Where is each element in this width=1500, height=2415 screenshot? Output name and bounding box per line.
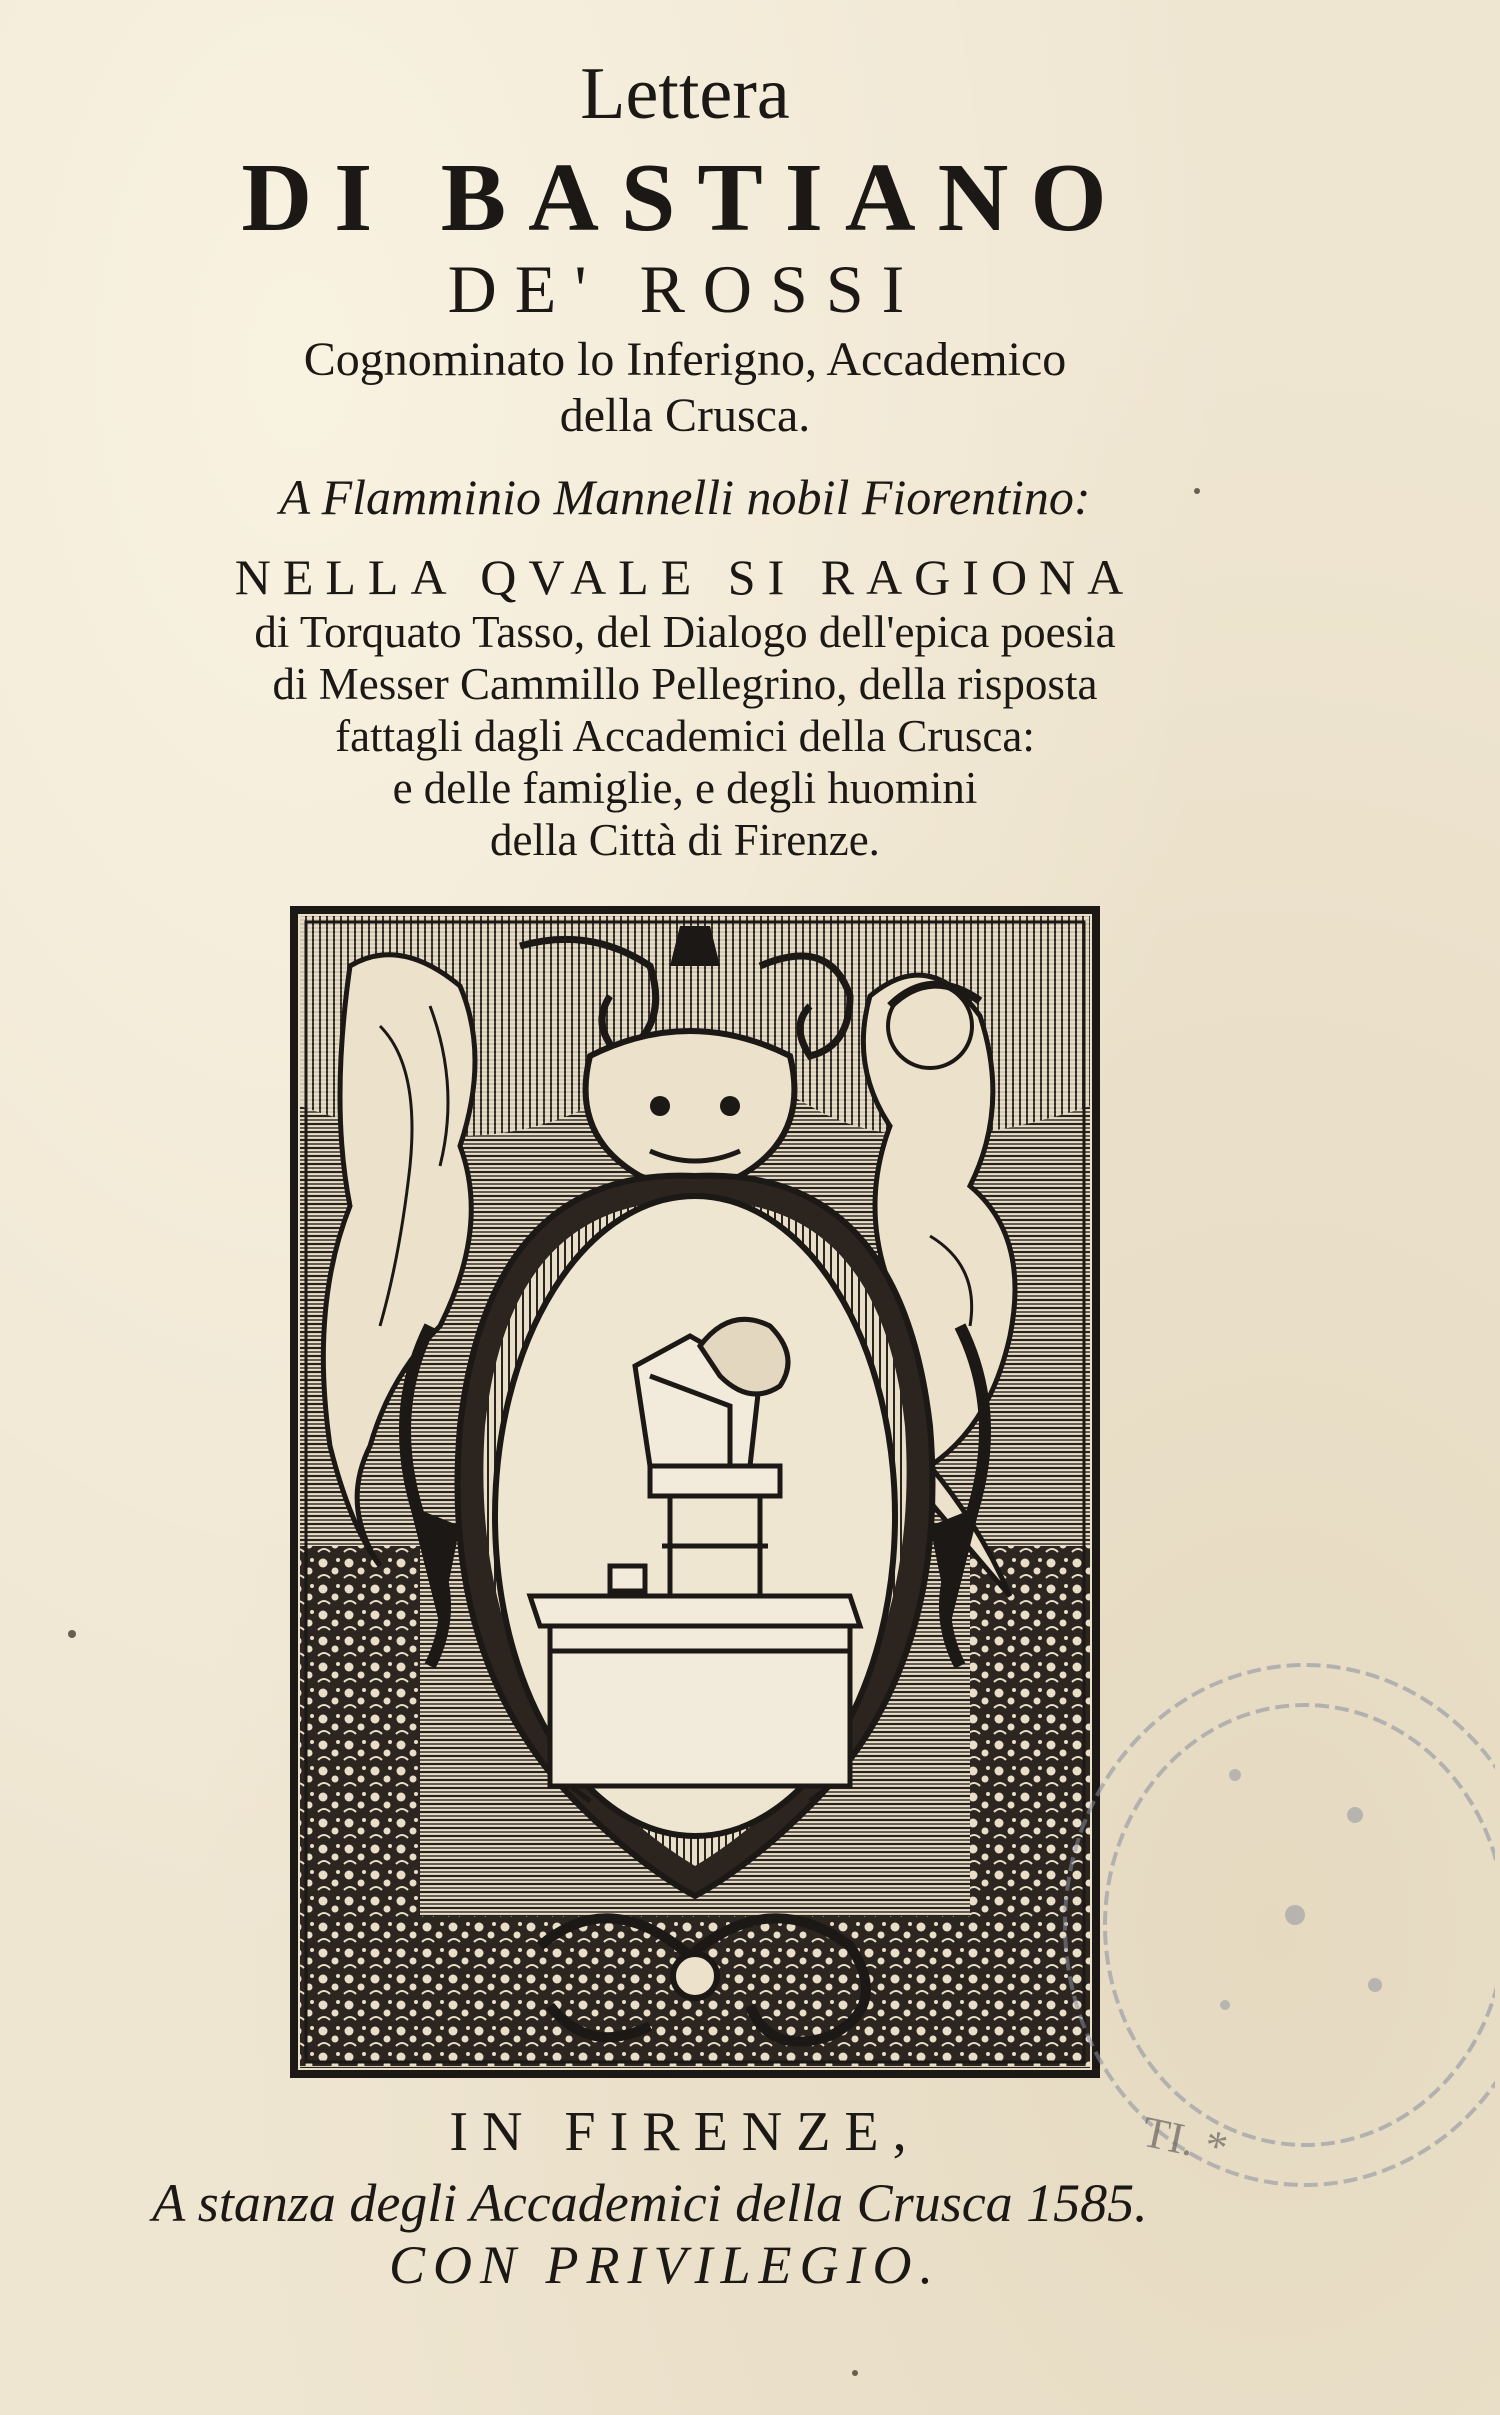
body-line-1: di Torquato Tasso, del Dialogo dell'epica poesia [254, 607, 1116, 657]
title-author-name: DI BASTIANO [241, 144, 1129, 252]
library-stamp-icon [1035, 1655, 1495, 2205]
body-line-5: della Città di Firenze. [490, 815, 880, 865]
margin-mark [68, 1630, 76, 1638]
woodcut-device [290, 906, 1100, 2078]
body-line-4: e delle famiglie, e degli huomini [392, 763, 978, 813]
title-lettera: Lettera [580, 53, 790, 135]
subtitle-line-2: della Crusca. [559, 389, 811, 442]
body-line-2: di Messer Cammillo Pellegrino, della risposta [272, 659, 1098, 709]
imprint-publisher: A stanza degli Accademici della Crusca 1585. [152, 2173, 1148, 2233]
body-line-3: fattagli dagli Accademici della Crusca: [335, 711, 1035, 761]
title-author-surname: DE' ROSSI [447, 251, 923, 327]
imprint-privilege: CON PRIVILEGIO. [389, 2235, 941, 2295]
margin-mark [852, 2370, 858, 2376]
margin-mark [1194, 488, 1200, 494]
subtitle-line-1: Cognominato lo Inferigno, Accademico [303, 333, 1067, 386]
body-caps-line: NELLA QVALE SI RAGIONA [234, 549, 1136, 605]
stamp-text: TI. * [1137, 2106, 1232, 2173]
dedication: A Flamminio Mannelli nobil Fiorentino: [279, 469, 1091, 525]
frullone-sieve-device-icon [290, 906, 1100, 2078]
imprint-city: IN FIRENZE, [449, 2101, 921, 2163]
